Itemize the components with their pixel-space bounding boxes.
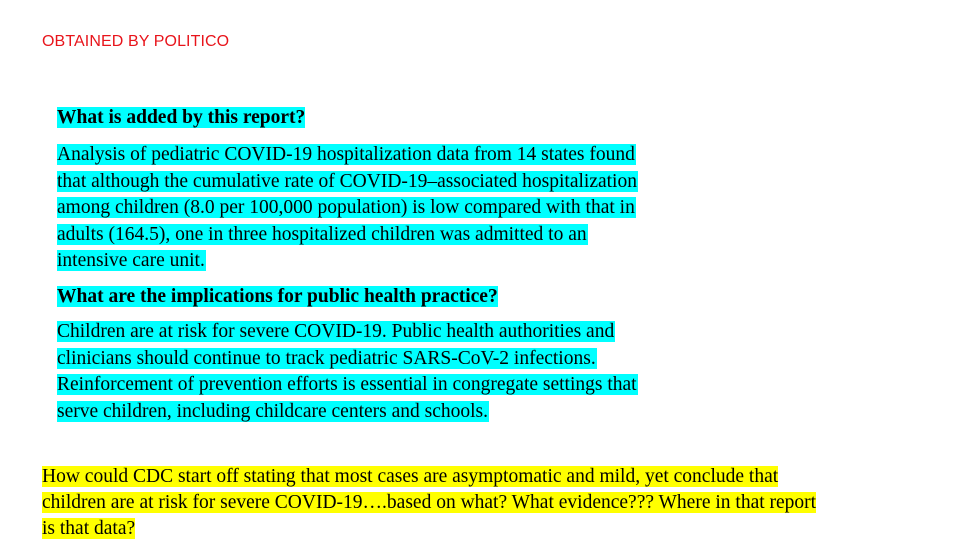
- answer-line: intensive care unit.: [57, 250, 205, 271]
- question-heading-added: [57, 106, 305, 130]
- answer-line: Analysis of pediatric COVID-19 hospitalization data from 14 states found: [57, 144, 635, 165]
- answer-line: Reinforcement of prevention efforts is essential in congregate settings that: [57, 374, 637, 395]
- question-heading-implications-text: What are the implications for public health practice?: [57, 286, 498, 307]
- comment-line: How could CDC start off stating that most cases are asymptomatic and mild, yet conclude that: [42, 466, 779, 487]
- answer-added: [57, 142, 638, 275]
- answer-line: adults (164.5), one in three hospitalized children was admitted to an: [57, 223, 587, 245]
- answer-line: Children are at risk for severe COVID-19. Public health authorities and: [57, 321, 615, 342]
- answer-line: that although the cumulative rate of COVID-19–associated hospitalization: [57, 170, 637, 192]
- answer-line: serve children, including childcare centers and schools.: [57, 400, 489, 422]
- annotator-comment: [42, 464, 816, 542]
- question-heading-implications: [57, 285, 498, 309]
- answer-line: among children (8.0 per 100,000 population) is low compared with that in: [57, 197, 635, 218]
- comment-line: is that data?: [42, 518, 136, 539]
- answer-line: clinicians should continue to track pediatric SARS-CoV-2 infections.: [57, 347, 596, 369]
- question-heading-added-text: What is added by this report?: [57, 107, 306, 128]
- politico-stamp: OBTAINED BY POLITICO: [42, 33, 230, 50]
- answer-implications: [57, 319, 638, 425]
- comment-line: children are at risk for severe COVID-19….based on what? What evidence??? Where in that report: [42, 492, 817, 513]
